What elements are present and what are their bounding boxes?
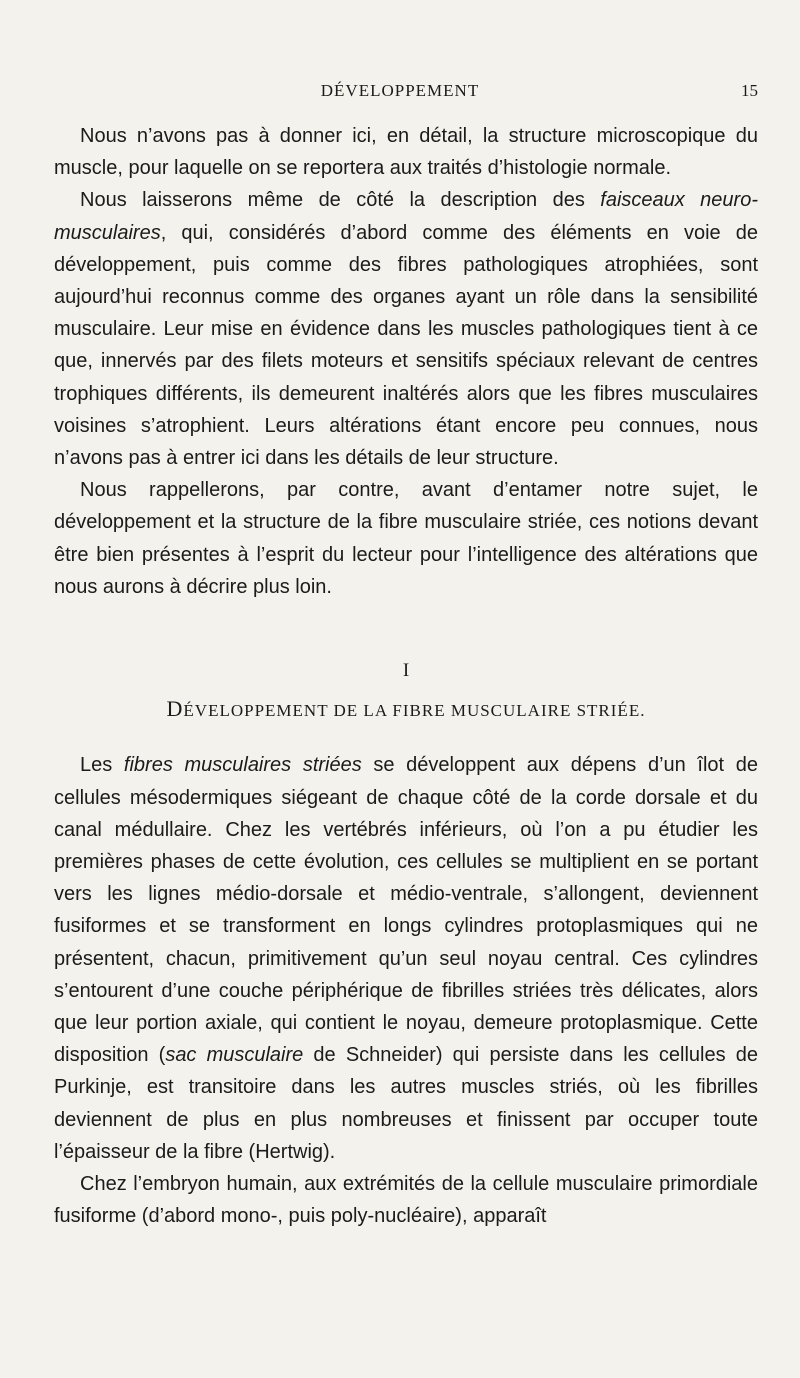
section-title-initial: D [166,696,184,722]
running-title: DÉVELOPPEMENT [320,81,480,100]
paragraph-2-text-a: Nous laisserons même de côté la description des [80,189,601,212]
paragraph-4-text-a: Les [80,754,124,777]
paragraph-4-emphasis: fibres musculaires striées [123,754,362,777]
paragraph-1: Nous n’avons pas à donner ici, en détail, la structure microscopique du muscle, pour laquelle on se reportera aux traités d’histologie normale. [54,125,758,180]
paragraph-4-text-c: de Schneider) qui persiste dans les cellules de Purkinje, est transitoire dans les autres muscles striés, où les fibrilles deviennent de plus en plus nombreuses et finissent par occuper toute l’épaisseur de la fibre (Hertwig). [54,1044,758,1163]
body-text [54,120,758,1233]
page-number: 15 [741,81,758,100]
section-title-rest: ÉVELOPPEMENT DE LA FIBRE MUSCULAIRE STRIÉE. [183,701,646,721]
paragraph-2-emphasis: faisceaux neuro-musculaires [54,189,758,244]
section-number: I [402,660,410,682]
paragraph-3: Nous rappellerons, par contre, avant d’entamer notre sujet, le développement et la structure de la fibre musculaire striée, ces notions devant être bien présentes à l’esprit du lecteur pour l’intelligence des altérations que nous aurons à décrire plus loin. [54,479,758,598]
paragraph-2 [54,184,758,474]
section-title [54,693,758,727]
paragraph-5: Chez l’embryon humain, aux extrémités de la cellule musculaire primordiale fusiforme (d’abord mono-, puis poly-nucléaire), apparaît [54,1173,758,1228]
paragraph-4-text-b: se développent aux dépens d’un îlot de cellules mésodermiques siégeant de chaque côté de la corde dorsale et du canal médullaire. Chez les vertébrés inférieurs, où l’on a pu étudier les premières phases de cette évolution, ces cellules se multiplient en se portant vers les lignes médio-dorsale et médio-ventrale, s’allongent, deviennent fusiformes et se transforment en longs cylindres protoplasmiques qui ne présentent, chacun, primitivement qu’un seul noyau central. Ces cylindres s’entourent d’une couche périphérique de fibrilles striées très délicates, alors que leur portion axiale, qui contient le noyau, demeure protoplasmique. Cette disposition ( [54,754,759,1067]
paragraph-2-text-b: , qui, considérés d’abord comme des éléments en voie de développement, puis comme des fibres pathologiques atrophiées, sont aujourd’hui reconnus comme des organes ayant un rôle dans la sensibilité musculaire. Leur mise en évidence dans les muscles pathologiques tient à ce que, innervés par des filets moteurs et sensitifs spéciaux relevant de centres trophiques différents, ils demeurent inaltérés alors que les fibres musculaires voisines s’atrophient. Leurs altérations étant encore peu connues, nous n’avons pas à entrer ici dans les détails de leur structure. [54,221,758,470]
paragraph-4-emphasis-2: sac musculaire [165,1044,304,1067]
paragraph-4 [54,749,758,1168]
running-head [0,81,800,105]
